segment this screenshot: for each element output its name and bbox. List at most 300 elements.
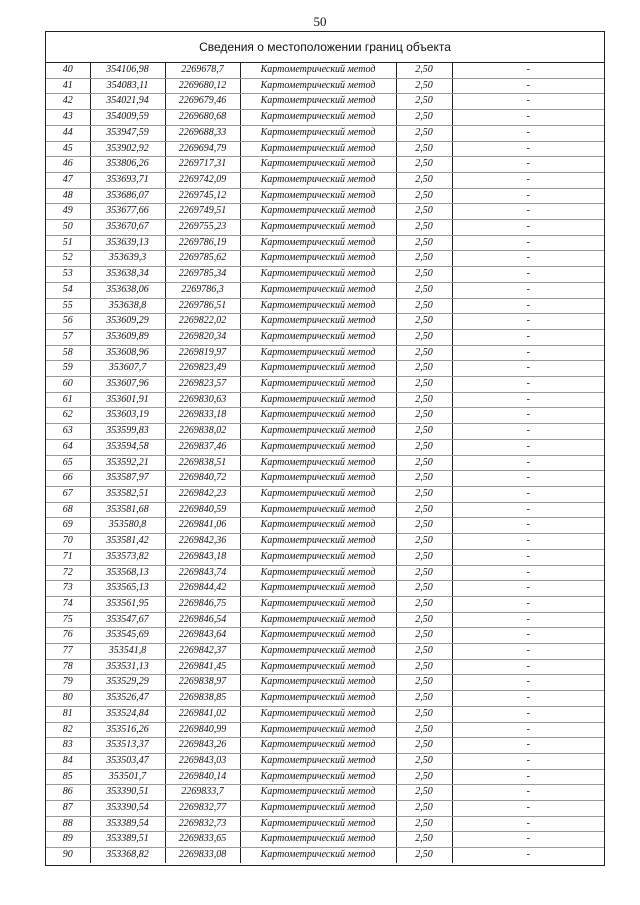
point-number-cell: 62 — [46, 408, 90, 424]
table-row — [46, 628, 604, 644]
y-coordinate-cell: 2269840,59 — [165, 502, 240, 518]
table-row — [46, 644, 604, 660]
point-number-cell: 67 — [46, 486, 90, 502]
x-coordinate-cell: 353638,06 — [90, 282, 165, 298]
method-cell: Картометрический метод — [240, 314, 396, 330]
point-number-cell: 83 — [46, 738, 90, 754]
point-number-cell: 68 — [46, 502, 90, 518]
y-coordinate-cell: 2269840,72 — [165, 471, 240, 487]
y-coordinate-cell: 2269840,99 — [165, 722, 240, 738]
x-coordinate-cell: 353693,71 — [90, 172, 165, 188]
accuracy-cell: 2,50 — [396, 675, 452, 691]
page-number: 50 — [313, 14, 327, 29]
note-cell: - — [452, 581, 604, 597]
x-coordinate-cell: 353368,82 — [90, 848, 165, 863]
table-row — [46, 78, 604, 94]
x-coordinate-cell: 353638,34 — [90, 267, 165, 283]
accuracy-cell: 2,50 — [396, 738, 452, 754]
x-coordinate-cell: 353501,7 — [90, 769, 165, 785]
point-number-cell: 42 — [46, 94, 90, 110]
accuracy-cell: 2,50 — [396, 392, 452, 408]
x-coordinate-cell: 354009,59 — [90, 110, 165, 126]
point-number-cell: 80 — [46, 691, 90, 707]
note-cell: - — [452, 706, 604, 722]
x-coordinate-cell: 353531,13 — [90, 659, 165, 675]
y-coordinate-cell: 2269819,97 — [165, 345, 240, 361]
table-row — [46, 377, 604, 393]
point-number-cell: 66 — [46, 471, 90, 487]
x-coordinate-cell: 353639,13 — [90, 235, 165, 251]
method-cell: Картометрический метод — [240, 424, 396, 440]
point-number-cell: 43 — [46, 110, 90, 126]
accuracy-cell: 2,50 — [396, 377, 452, 393]
table-row — [46, 502, 604, 518]
y-coordinate-cell: 2269678,7 — [165, 63, 240, 78]
point-number-cell: 49 — [46, 204, 90, 220]
table-row — [46, 63, 604, 78]
table-row — [46, 157, 604, 173]
y-coordinate-cell: 2269742,09 — [165, 172, 240, 188]
note-cell: - — [452, 659, 604, 675]
accuracy-cell: 2,50 — [396, 722, 452, 738]
point-number-cell: 76 — [46, 628, 90, 644]
y-coordinate-cell: 2269843,03 — [165, 753, 240, 769]
y-coordinate-cell: 2269785,34 — [165, 267, 240, 283]
method-cell: Картометрический метод — [240, 801, 396, 817]
note-cell: - — [452, 392, 604, 408]
method-cell: Картометрический метод — [240, 361, 396, 377]
y-coordinate-cell: 2269841,02 — [165, 706, 240, 722]
method-cell: Картометрический метод — [240, 612, 396, 628]
method-cell: Картометрический метод — [240, 832, 396, 848]
method-cell: Картометрический метод — [240, 738, 396, 754]
y-coordinate-cell: 2269830,63 — [165, 392, 240, 408]
accuracy-cell: 2,50 — [396, 282, 452, 298]
point-number-cell: 77 — [46, 644, 90, 660]
method-cell: Картометрический метод — [240, 769, 396, 785]
method-cell: Картометрический метод — [240, 94, 396, 110]
table-row — [46, 816, 604, 832]
table-row — [46, 455, 604, 471]
point-number-cell: 69 — [46, 518, 90, 534]
note-cell: - — [452, 251, 604, 267]
point-number-cell: 81 — [46, 706, 90, 722]
table-row — [46, 298, 604, 314]
x-coordinate-cell: 353547,67 — [90, 612, 165, 628]
x-coordinate-cell: 353524,84 — [90, 706, 165, 722]
point-number-cell: 61 — [46, 392, 90, 408]
method-cell: Картометрический метод — [240, 659, 396, 675]
accuracy-cell: 2,50 — [396, 235, 452, 251]
note-cell: - — [452, 816, 604, 832]
accuracy-cell: 2,50 — [396, 518, 452, 534]
x-coordinate-cell: 353587,97 — [90, 471, 165, 487]
note-cell: - — [452, 377, 604, 393]
note-cell: - — [452, 361, 604, 377]
note-cell: - — [452, 329, 604, 345]
method-cell: Картометрический метод — [240, 172, 396, 188]
section-title: Сведения о местоположении границ объекта — [46, 32, 604, 63]
table-row — [46, 220, 604, 236]
x-coordinate-cell: 353607,96 — [90, 377, 165, 393]
y-coordinate-cell: 2269843,18 — [165, 549, 240, 565]
note-cell: - — [452, 518, 604, 534]
method-cell: Картометрический метод — [240, 188, 396, 204]
method-cell: Картометрический метод — [240, 298, 396, 314]
coordinates-table — [46, 63, 604, 863]
note-cell: - — [452, 345, 604, 361]
accuracy-cell: 2,50 — [396, 298, 452, 314]
method-cell: Картометрический метод — [240, 596, 396, 612]
accuracy-cell: 2,50 — [396, 345, 452, 361]
note-cell: - — [452, 691, 604, 707]
method-cell: Картометрический метод — [240, 267, 396, 283]
x-coordinate-cell: 353599,83 — [90, 424, 165, 440]
accuracy-cell: 2,50 — [396, 644, 452, 660]
point-number-cell: 79 — [46, 675, 90, 691]
accuracy-cell: 2,50 — [396, 314, 452, 330]
point-number-cell: 56 — [46, 314, 90, 330]
y-coordinate-cell: 2269842,23 — [165, 486, 240, 502]
x-coordinate-cell: 353541,8 — [90, 644, 165, 660]
point-number-cell: 86 — [46, 785, 90, 801]
table-row — [46, 471, 604, 487]
y-coordinate-cell: 2269688,33 — [165, 125, 240, 141]
method-cell: Картометрический метод — [240, 753, 396, 769]
method-cell: Картометрический метод — [240, 282, 396, 298]
x-coordinate-cell: 354083,11 — [90, 78, 165, 94]
method-cell: Картометрический метод — [240, 455, 396, 471]
accuracy-cell: 2,50 — [396, 534, 452, 550]
table-row — [46, 125, 604, 141]
point-number-cell: 50 — [46, 220, 90, 236]
coordinates-table-body — [46, 63, 604, 863]
point-number-cell: 60 — [46, 377, 90, 393]
accuracy-cell: 2,50 — [396, 157, 452, 173]
table-row — [46, 753, 604, 769]
x-coordinate-cell: 353503,47 — [90, 753, 165, 769]
accuracy-cell: 2,50 — [396, 361, 452, 377]
point-number-cell: 47 — [46, 172, 90, 188]
method-cell: Картометрический метод — [240, 628, 396, 644]
table-row — [46, 424, 604, 440]
point-number-cell: 52 — [46, 251, 90, 267]
x-coordinate-cell: 353389,51 — [90, 832, 165, 848]
accuracy-cell: 2,50 — [396, 251, 452, 267]
x-coordinate-cell: 353580,8 — [90, 518, 165, 534]
method-cell: Картометрический метод — [240, 486, 396, 502]
y-coordinate-cell: 2269841,06 — [165, 518, 240, 534]
y-coordinate-cell: 2269823,57 — [165, 377, 240, 393]
note-cell: - — [452, 675, 604, 691]
method-cell: Картометрический метод — [240, 549, 396, 565]
table-row — [46, 785, 604, 801]
accuracy-cell: 2,50 — [396, 188, 452, 204]
table-row — [46, 345, 604, 361]
accuracy-cell: 2,50 — [396, 125, 452, 141]
table-row — [46, 596, 604, 612]
x-coordinate-cell: 353601,91 — [90, 392, 165, 408]
y-coordinate-cell: 2269843,64 — [165, 628, 240, 644]
accuracy-cell: 2,50 — [396, 63, 452, 78]
note-cell: - — [452, 785, 604, 801]
table-row — [46, 235, 604, 251]
note-cell: - — [452, 94, 604, 110]
y-coordinate-cell: 2269838,51 — [165, 455, 240, 471]
x-coordinate-cell: 353594,58 — [90, 439, 165, 455]
method-cell: Картометрический метод — [240, 439, 396, 455]
y-coordinate-cell: 2269842,36 — [165, 534, 240, 550]
table-row — [46, 314, 604, 330]
method-cell: Картометрический метод — [240, 392, 396, 408]
accuracy-cell: 2,50 — [396, 78, 452, 94]
method-cell: Картометрический метод — [240, 235, 396, 251]
x-coordinate-cell: 353513,37 — [90, 738, 165, 754]
method-cell: Картометрический метод — [240, 534, 396, 550]
accuracy-cell: 2,50 — [396, 141, 452, 157]
x-coordinate-cell: 353806,26 — [90, 157, 165, 173]
x-coordinate-cell: 353390,51 — [90, 785, 165, 801]
y-coordinate-cell: 2269844,42 — [165, 581, 240, 597]
x-coordinate-cell: 353608,96 — [90, 345, 165, 361]
accuracy-cell: 2,50 — [396, 628, 452, 644]
note-cell: - — [452, 220, 604, 236]
note-cell: - — [452, 157, 604, 173]
method-cell: Картометрический метод — [240, 471, 396, 487]
y-coordinate-cell: 2269846,54 — [165, 612, 240, 628]
note-cell: - — [452, 408, 604, 424]
note-cell: - — [452, 612, 604, 628]
method-cell: Картометрический метод — [240, 848, 396, 863]
y-coordinate-cell: 2269785,62 — [165, 251, 240, 267]
x-coordinate-cell: 353581,68 — [90, 502, 165, 518]
point-number-cell: 65 — [46, 455, 90, 471]
x-coordinate-cell: 353638,8 — [90, 298, 165, 314]
note-cell: - — [452, 722, 604, 738]
table-row — [46, 141, 604, 157]
y-coordinate-cell: 2269833,7 — [165, 785, 240, 801]
y-coordinate-cell: 2269786,51 — [165, 298, 240, 314]
table-row — [46, 267, 604, 283]
method-cell: Картометрический метод — [240, 706, 396, 722]
method-cell: Картометрический метод — [240, 204, 396, 220]
accuracy-cell: 2,50 — [396, 581, 452, 597]
accuracy-cell: 2,50 — [396, 612, 452, 628]
y-coordinate-cell: 2269842,37 — [165, 644, 240, 660]
x-coordinate-cell: 354021,94 — [90, 94, 165, 110]
accuracy-cell: 2,50 — [396, 753, 452, 769]
method-cell: Картометрический метод — [240, 110, 396, 126]
y-coordinate-cell: 2269745,12 — [165, 188, 240, 204]
method-cell: Картометрический метод — [240, 502, 396, 518]
x-coordinate-cell: 353677,66 — [90, 204, 165, 220]
point-number-cell: 58 — [46, 345, 90, 361]
table-row — [46, 722, 604, 738]
method-cell: Картометрический метод — [240, 691, 396, 707]
y-coordinate-cell: 2269823,49 — [165, 361, 240, 377]
y-coordinate-cell: 2269832,77 — [165, 801, 240, 817]
accuracy-cell: 2,50 — [396, 848, 452, 863]
x-coordinate-cell: 353592,21 — [90, 455, 165, 471]
note-cell: - — [526, 849, 530, 861]
note-cell: - — [452, 753, 604, 769]
table-row — [46, 392, 604, 408]
y-coordinate-cell: 2269822,02 — [165, 314, 240, 330]
method-cell: Картометрический метод — [240, 377, 396, 393]
y-coordinate-cell: 2269840,14 — [165, 769, 240, 785]
point-number-cell: 75 — [46, 612, 90, 628]
note-cell: - — [452, 172, 604, 188]
accuracy-cell: 2,50 — [396, 220, 452, 236]
table-row — [46, 549, 604, 565]
y-coordinate-cell: 2269680,68 — [165, 110, 240, 126]
accuracy-cell: 2,50 — [396, 439, 452, 455]
method-cell: Картометрический метод — [240, 63, 396, 78]
point-number-cell: 59 — [46, 361, 90, 377]
y-coordinate-cell: 2269694,79 — [165, 141, 240, 157]
table-row — [46, 675, 604, 691]
accuracy-cell: 2,50 — [396, 596, 452, 612]
accuracy-cell: 2,50 — [396, 659, 452, 675]
accuracy-cell: 2,50 — [396, 785, 452, 801]
point-number-cell: 72 — [46, 565, 90, 581]
x-coordinate-cell: 353607,7 — [90, 361, 165, 377]
note-cell: - — [452, 63, 604, 78]
point-number-cell: 73 — [46, 581, 90, 597]
table-row — [46, 832, 604, 848]
point-number-cell: 78 — [46, 659, 90, 675]
method-cell: Картометрический метод — [240, 251, 396, 267]
method-cell: Картометрический метод — [240, 518, 396, 534]
table-row — [46, 518, 604, 534]
accuracy-cell: 2,50 — [396, 801, 452, 817]
method-cell: Картометрический метод — [240, 565, 396, 581]
y-coordinate-cell: 2269680,12 — [165, 78, 240, 94]
point-number-cell: 63 — [46, 424, 90, 440]
x-coordinate-cell: 353526,47 — [90, 691, 165, 707]
note-cell: - — [452, 534, 604, 550]
note-cell: - — [452, 282, 604, 298]
y-coordinate-cell: 2269679,46 — [165, 94, 240, 110]
table-row — [46, 534, 604, 550]
point-number-cell: 84 — [46, 753, 90, 769]
table-row — [46, 738, 604, 754]
table-row — [46, 204, 604, 220]
accuracy-cell: 2,50 — [396, 486, 452, 502]
table-row — [46, 486, 604, 502]
point-number-cell: 44 — [46, 125, 90, 141]
x-coordinate-cell: 353947,59 — [90, 125, 165, 141]
accuracy-cell: 2,50 — [396, 204, 452, 220]
table-row — [46, 706, 604, 722]
accuracy-cell: 2,50 — [396, 502, 452, 518]
note-cell: - — [452, 125, 604, 141]
table-row — [46, 408, 604, 424]
accuracy-cell: 2,50 — [396, 769, 452, 785]
note-cell: - — [452, 298, 604, 314]
note-cell: - — [452, 644, 604, 660]
point-number-cell: 74 — [46, 596, 90, 612]
method-cell: Картометрический метод — [240, 125, 396, 141]
note-cell: - — [452, 267, 604, 283]
point-number-cell: 41 — [46, 78, 90, 94]
accuracy-cell: 2,50 — [396, 329, 452, 345]
x-coordinate-cell: 353568,13 — [90, 565, 165, 581]
note-cell: - — [452, 628, 604, 644]
point-number-cell: 54 — [46, 282, 90, 298]
point-number-cell: 64 — [46, 439, 90, 455]
point-number-cell: 46 — [46, 157, 90, 173]
note-cell: - — [452, 502, 604, 518]
y-coordinate-cell: 2269843,74 — [165, 565, 240, 581]
table-row — [46, 110, 604, 126]
x-coordinate-cell: 353390,54 — [90, 801, 165, 817]
table-row — [46, 251, 604, 267]
x-coordinate-cell: 353389,54 — [90, 816, 165, 832]
note-cell: - — [452, 204, 604, 220]
table-row — [46, 581, 604, 597]
point-number-cell: 70 — [46, 534, 90, 550]
y-coordinate-cell: 2269838,85 — [165, 691, 240, 707]
table-row — [46, 94, 604, 110]
accuracy-cell: 2,50 — [396, 706, 452, 722]
accuracy-cell: 2,50 — [396, 455, 452, 471]
accuracy-cell: 2,50 — [396, 549, 452, 565]
note-cell: - — [452, 455, 604, 471]
method-cell: Картометрический метод — [240, 785, 396, 801]
accuracy-cell: 2,50 — [396, 565, 452, 581]
table-row — [46, 659, 604, 675]
accuracy-cell: 2,50 — [396, 110, 452, 126]
y-coordinate-cell: 2269846,75 — [165, 596, 240, 612]
x-coordinate-cell: 353545,69 — [90, 628, 165, 644]
point-number-cell: 88 — [46, 816, 90, 832]
table-row — [46, 172, 604, 188]
note-cell: - — [452, 141, 604, 157]
note-cell: - — [452, 769, 604, 785]
table-row — [46, 801, 604, 817]
accuracy-cell: 2,50 — [396, 172, 452, 188]
point-number-cell: 82 — [46, 722, 90, 738]
method-cell: Картометрический метод — [240, 157, 396, 173]
note-cell: - — [452, 188, 604, 204]
method-cell: Картометрический метод — [240, 329, 396, 345]
x-coordinate-cell: 353561,95 — [90, 596, 165, 612]
note-cell: - — [452, 314, 604, 330]
note-cell: - — [452, 486, 604, 502]
x-coordinate-cell: 353529,29 — [90, 675, 165, 691]
y-coordinate-cell: 2269820,34 — [165, 329, 240, 345]
y-coordinate-cell: 2269786,3 — [165, 282, 240, 298]
x-coordinate-cell: 353902,92 — [90, 141, 165, 157]
point-number-cell: 57 — [46, 329, 90, 345]
note-cell: - — [452, 235, 604, 251]
note-cell: - — [452, 549, 604, 565]
point-number-cell: 40 — [46, 63, 90, 78]
accuracy-cell: 2,50 — [396, 691, 452, 707]
accuracy-cell: 2,50 — [396, 832, 452, 848]
table-row — [46, 612, 604, 628]
note-cell: - — [452, 565, 604, 581]
table-row — [46, 188, 604, 204]
x-coordinate-cell: 353516,26 — [90, 722, 165, 738]
y-coordinate-cell: 2269833,08 — [165, 848, 240, 863]
point-number-cell: 90 — [46, 848, 90, 863]
point-number-cell: 53 — [46, 267, 90, 283]
x-coordinate-cell: 353609,29 — [90, 314, 165, 330]
x-coordinate-cell: 354106,98 — [90, 63, 165, 78]
table-row — [46, 769, 604, 785]
